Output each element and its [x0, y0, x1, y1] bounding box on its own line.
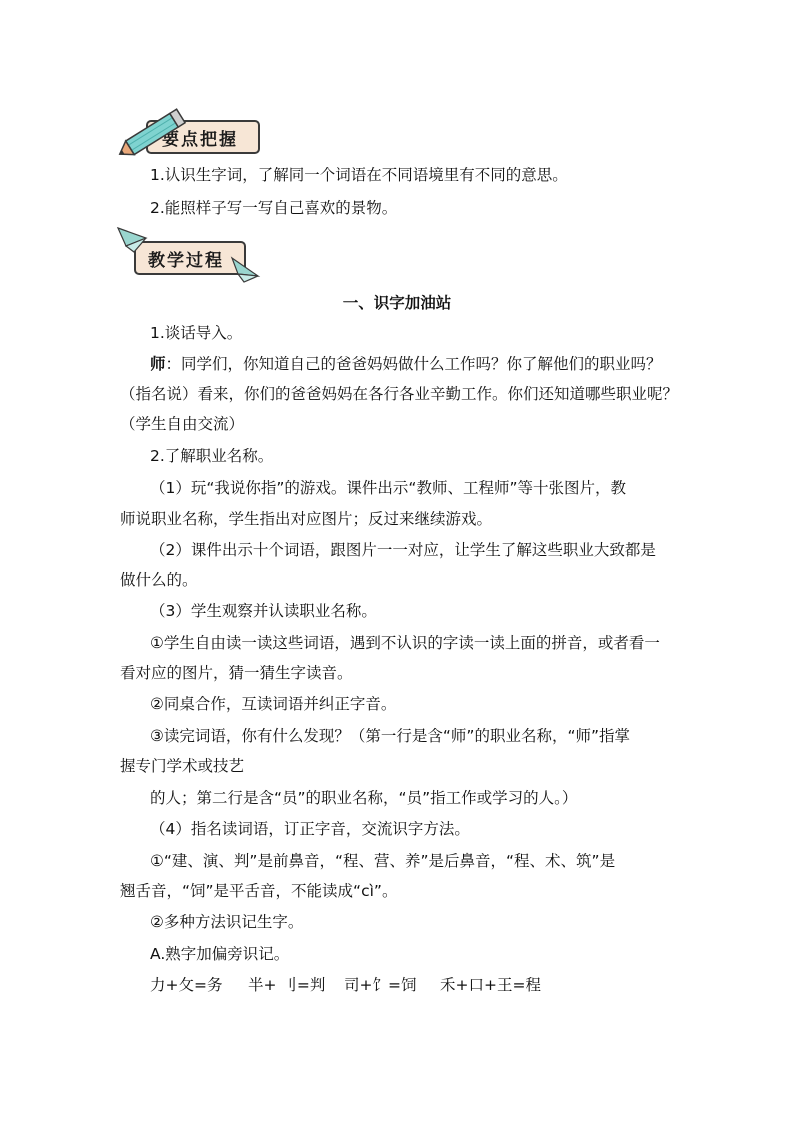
para-3: （指名说）看来，你们的爸爸妈妈在各行各业辛勤工作。你们还知道哪些职业呢？	[120, 385, 679, 403]
para-8: （2）课件出示十个词语，跟图片一一对应，让学生了解这些职业大致都是	[150, 541, 656, 559]
key-points-title: 要点把握	[162, 130, 238, 150]
key-point-1: 1.认识生字词，了解同一个词语在不同语境里有不同的意思。	[150, 166, 568, 184]
para-11: ①学生自由读一读这些词语，遇到不认识的字读一读上面的拼音，或者看一	[150, 634, 660, 652]
pencil-icon	[112, 104, 262, 162]
para-6: （1）玩“我说你指”的游戏。课件出示“教师、工程师”等十张图片，教	[150, 479, 626, 497]
para-18: ①“建、演、判”是前鼻音，“程、营、养”是后鼻音，“程、术、筑”是	[150, 852, 616, 870]
formula-2: 半+ 刂=判	[248, 976, 326, 994]
para-1: 1.谈话导入。	[150, 324, 243, 342]
para-15: 握专门学术或技艺	[120, 757, 245, 775]
para-10: （3）学生观察并认读职业名称。	[150, 602, 377, 620]
para-16: 的人；第二行是含“员”的职业名称，“员”指工作或学习的人。）	[150, 789, 578, 807]
para-20: ②多种方法识记生字。	[150, 913, 304, 931]
para-13: ②同桌合作，互读词语并纠正字音。	[150, 695, 397, 713]
para-9: 做什么的。	[120, 571, 198, 589]
formula-1: 力+攵=务	[150, 976, 223, 994]
para-7: 师说职业名称，学生指出对应图片；反过来继续游戏。	[120, 510, 493, 528]
para-21: A.熟字加偏旁识记。	[150, 945, 290, 963]
para-12: 看对应的图片，猜一猜生字读音。	[120, 664, 353, 682]
para-5: 2.了解职业名称。	[150, 447, 274, 465]
para-4: （学生自由交流）	[120, 415, 245, 433]
para-19: 翘舌音，“饲”是平舌音，不能读成“cì”。	[120, 882, 398, 900]
teaching-process-banner	[112, 224, 262, 284]
formula-3: 司+饣=饲	[344, 976, 417, 994]
para-14: ③读完词语，你有什么发现？（第一行是含“师”的职业名称，“师”指掌	[150, 727, 631, 745]
paper-plane-icon	[112, 224, 262, 284]
para-2: 师：同学们，你知道自己的爸爸妈妈做什么工作吗？你了解他们的职业吗？	[150, 355, 662, 373]
formula-4: 禾+口+王=程	[440, 976, 541, 994]
teacher-label: 师	[150, 355, 166, 373]
key-points-banner	[112, 104, 262, 162]
para-17: （4）指名读词语，订正字音，交流识字方法。	[150, 820, 470, 838]
section-subtitle: 一、识字加油站	[342, 294, 452, 312]
teaching-process-title: 教学过程	[148, 251, 224, 271]
key-point-2: 2.能照样子写一写自己喜欢的景物。	[150, 199, 398, 217]
